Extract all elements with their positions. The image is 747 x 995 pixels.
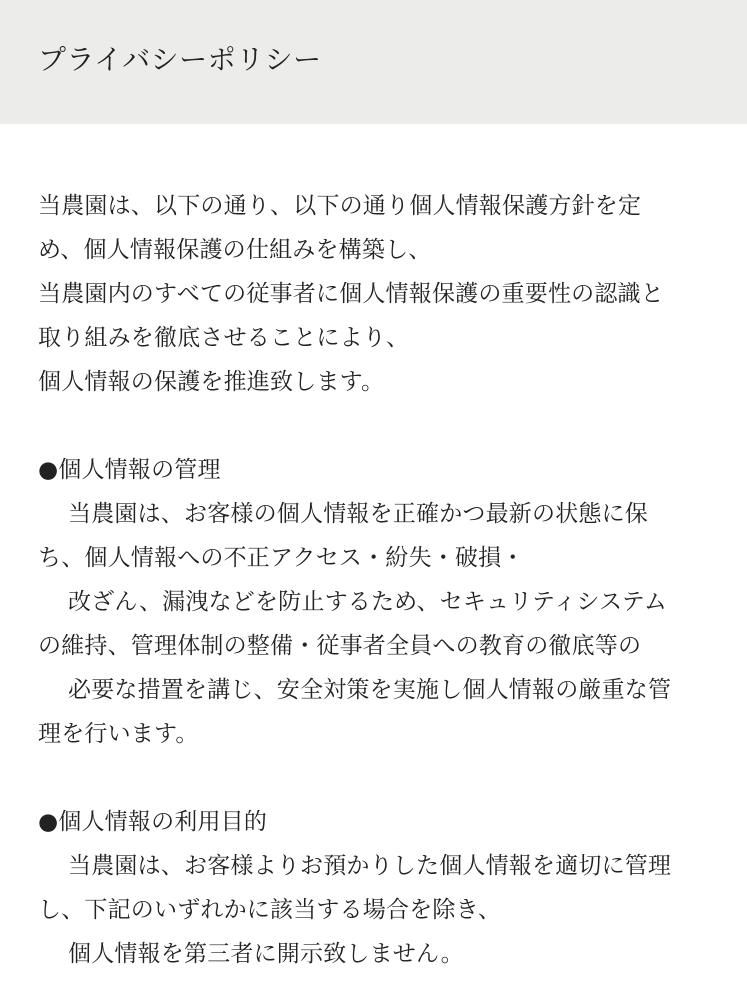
- section-heading: ●個人情報の管理: [38, 457, 221, 483]
- policy-body: [0, 124, 747, 976]
- section-line: し、下記のいずれかに該当する場合を除き、: [38, 897, 502, 923]
- section-line: 理を行います。: [38, 721, 199, 747]
- page-title: プライバシーポリシー: [38, 43, 322, 76]
- section-line: 改ざん、漏洩などを防止するため、セキュリティシステム: [68, 589, 668, 615]
- section-line: 個人情報を第三者に開示致しません。: [68, 941, 464, 967]
- intro-paragraph: [38, 184, 707, 404]
- intro-line: 個人情報の保護を推進致します。: [38, 369, 385, 395]
- section-line: 必要な措置を講じ、安全対策を実施し個人情報の厳重な管: [68, 677, 672, 703]
- section-line: 当農園は、お客様の個人情報を正確かつ最新の状態に保: [68, 501, 648, 527]
- section-purpose: [38, 800, 707, 976]
- section-spacer: [38, 756, 707, 800]
- section-heading: ●個人情報の利用目的: [38, 809, 268, 835]
- section-line: ち、個人情報への不正アクセス・紛失・破損・: [38, 545, 525, 571]
- intro-line: め、個人情報保護の仕組みを構築し、: [38, 237, 432, 263]
- section-line: 当農園は、お客様よりお預かりした個人情報を適切に管理: [68, 853, 672, 879]
- intro-line: 取り組みを徹底させることにより、: [38, 325, 410, 351]
- page-header: [0, 0, 747, 124]
- section-spacer: [38, 404, 707, 448]
- intro-line: 当農園は、以下の通り、以下の通り個人情報保護方針を定: [38, 193, 642, 219]
- section-management: [38, 448, 707, 756]
- section-line: の維持、管理体制の整備・従事者全員への教育の徹底等の: [38, 633, 642, 659]
- intro-line: 当農園内のすべての従事者に個人情報保護の重要性の認識と: [38, 281, 664, 307]
